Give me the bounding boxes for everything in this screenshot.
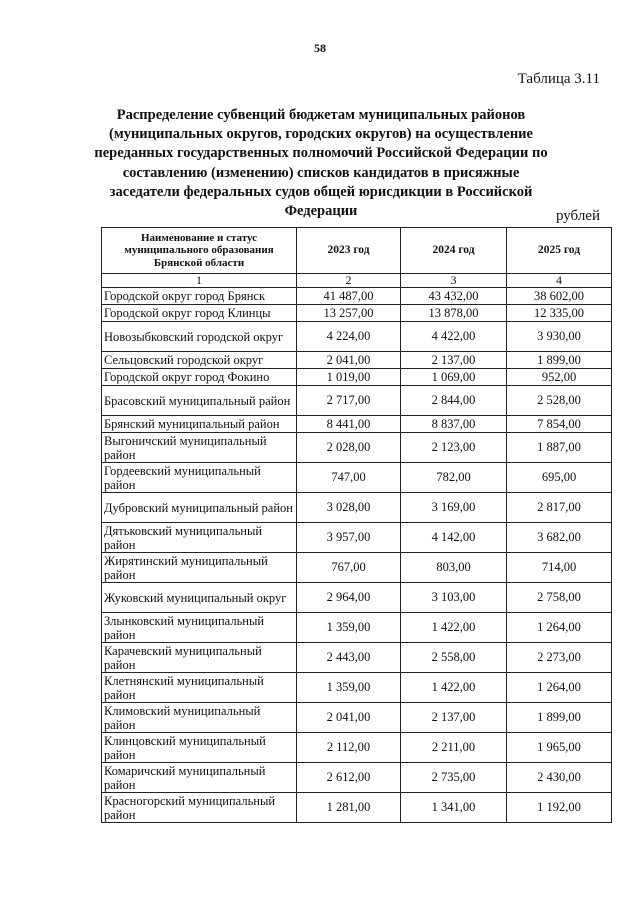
table-row bbox=[102, 352, 612, 369]
value-2023: 2 112,00 bbox=[297, 733, 401, 763]
value-2025: 12 335,00 bbox=[507, 305, 612, 322]
value-2025: 2 758,00 bbox=[507, 583, 612, 613]
value-2025: 1 264,00 bbox=[507, 613, 612, 643]
table-row bbox=[102, 703, 612, 733]
value-2025: 3 930,00 bbox=[507, 322, 612, 352]
value-2023: 1 359,00 bbox=[297, 673, 401, 703]
value-2023: 2 717,00 bbox=[297, 386, 401, 416]
value-2023: 1 019,00 bbox=[297, 369, 401, 386]
column-number-row bbox=[102, 274, 612, 288]
table-row bbox=[102, 523, 612, 553]
column-header-2024: 2024 год bbox=[401, 228, 507, 274]
table-row bbox=[102, 733, 612, 763]
value-2024: 2 211,00 bbox=[401, 733, 507, 763]
value-2024: 803,00 bbox=[401, 553, 507, 583]
value-2023: 1 359,00 bbox=[297, 613, 401, 643]
table-header-row bbox=[102, 228, 612, 274]
value-2025: 695,00 bbox=[507, 463, 612, 493]
municipality-name: Злынковский муниципальный район bbox=[102, 613, 297, 643]
municipality-name: Жуковский муниципальный округ bbox=[102, 583, 297, 613]
table-label: Таблица 3.11 bbox=[517, 71, 600, 87]
municipality-name: Красногорский муниципальный район bbox=[102, 793, 297, 823]
column-number: 4 bbox=[507, 274, 612, 288]
value-2025: 7 854,00 bbox=[507, 416, 612, 433]
table-row bbox=[102, 463, 612, 493]
municipality-name: Выгоничский муниципальный район bbox=[102, 433, 297, 463]
value-2024: 2 137,00 bbox=[401, 352, 507, 369]
value-2023: 4 224,00 bbox=[297, 322, 401, 352]
value-2024: 782,00 bbox=[401, 463, 507, 493]
value-2024: 2 123,00 bbox=[401, 433, 507, 463]
value-2025: 1 899,00 bbox=[507, 352, 612, 369]
value-2024: 43 432,00 bbox=[401, 288, 507, 305]
value-2024: 13 878,00 bbox=[401, 305, 507, 322]
value-2023: 2 443,00 bbox=[297, 643, 401, 673]
municipality-name: Новозыбковский городской округ bbox=[102, 322, 297, 352]
table-row bbox=[102, 493, 612, 523]
municipality-name: Климовский муниципальный район bbox=[102, 703, 297, 733]
value-2024: 1 341,00 bbox=[401, 793, 507, 823]
value-2023: 2 041,00 bbox=[297, 703, 401, 733]
value-2025: 1 192,00 bbox=[507, 793, 612, 823]
value-2024: 2 844,00 bbox=[401, 386, 507, 416]
table-row bbox=[102, 416, 612, 433]
municipality-name: Комаричский муниципальный район bbox=[102, 763, 297, 793]
table-row bbox=[102, 613, 612, 643]
value-2024: 3 103,00 bbox=[401, 583, 507, 613]
value-2023: 747,00 bbox=[297, 463, 401, 493]
table-row bbox=[102, 305, 612, 322]
table-row bbox=[102, 583, 612, 613]
value-2024: 2 137,00 bbox=[401, 703, 507, 733]
page-number: 58 bbox=[314, 41, 326, 55]
table-row bbox=[102, 673, 612, 703]
value-2025: 3 682,00 bbox=[507, 523, 612, 553]
value-2025: 1 264,00 bbox=[507, 673, 612, 703]
table-row bbox=[102, 288, 612, 305]
value-2023: 3 028,00 bbox=[297, 493, 401, 523]
column-number: 3 bbox=[401, 274, 507, 288]
value-2025: 2 817,00 bbox=[507, 493, 612, 523]
value-2023: 2 041,00 bbox=[297, 352, 401, 369]
table-row bbox=[102, 369, 612, 386]
value-2024: 4 422,00 bbox=[401, 322, 507, 352]
units-label: рублей bbox=[555, 208, 600, 224]
municipality-name: Брянский муниципальный район bbox=[102, 416, 297, 433]
value-2024: 3 169,00 bbox=[401, 493, 507, 523]
municipality-name: Брасовский муниципальный район bbox=[102, 386, 297, 416]
value-2025: 2 528,00 bbox=[507, 386, 612, 416]
table-row bbox=[102, 763, 612, 793]
value-2025: 952,00 bbox=[507, 369, 612, 386]
value-2024: 8 837,00 bbox=[401, 416, 507, 433]
subsidies-table bbox=[101, 227, 612, 823]
column-header-name: Наименование и статус муниципального образования Брянской области bbox=[102, 228, 297, 274]
value-2023: 2 612,00 bbox=[297, 763, 401, 793]
value-2023: 3 957,00 bbox=[297, 523, 401, 553]
municipality-name: Карачевский муниципальный район bbox=[102, 643, 297, 673]
value-2023: 41 487,00 bbox=[297, 288, 401, 305]
value-2024: 2 558,00 bbox=[401, 643, 507, 673]
value-2025: 2 430,00 bbox=[507, 763, 612, 793]
value-2024: 1 422,00 bbox=[401, 673, 507, 703]
municipality-name: Городской округ город Клинцы bbox=[102, 305, 297, 322]
column-number: 1 bbox=[102, 274, 297, 288]
value-2024: 4 142,00 bbox=[401, 523, 507, 553]
value-2023: 2 964,00 bbox=[297, 583, 401, 613]
table-row bbox=[102, 643, 612, 673]
value-2025: 714,00 bbox=[507, 553, 612, 583]
table-row bbox=[102, 793, 612, 823]
value-2025: 1 965,00 bbox=[507, 733, 612, 763]
document-title: Распределение субвенций бюджетам муниципальных районов (муниципальных округов, городских округов) на осуществление переданных государственных полномочий Российской Федерации по составлению (изменению) списков кандидатов в присяжные заседатели федеральных судов общей юрисдикции в Российской Федерации bbox=[94, 107, 548, 220]
table-row bbox=[102, 433, 612, 463]
table-row bbox=[102, 322, 612, 352]
column-header-2025: 2025 год bbox=[507, 228, 612, 274]
value-2023: 8 441,00 bbox=[297, 416, 401, 433]
value-2023: 2 028,00 bbox=[297, 433, 401, 463]
municipality-name: Жирятинский муниципальный район bbox=[102, 553, 297, 583]
municipality-name: Клинцовский муниципальный район bbox=[102, 733, 297, 763]
value-2024: 1 422,00 bbox=[401, 613, 507, 643]
municipality-name: Дубровский муниципальный район bbox=[102, 493, 297, 523]
value-2023: 13 257,00 bbox=[297, 305, 401, 322]
municipality-name: Сельцовский городской округ bbox=[102, 352, 297, 369]
municipality-name: Гордеевский муниципальный район bbox=[102, 463, 297, 493]
value-2024: 1 069,00 bbox=[401, 369, 507, 386]
column-header-2023: 2023 год bbox=[297, 228, 401, 274]
table-row bbox=[102, 553, 612, 583]
value-2025: 1 899,00 bbox=[507, 703, 612, 733]
column-number: 2 bbox=[297, 274, 401, 288]
municipality-name: Дятьковский муниципальный район bbox=[102, 523, 297, 553]
municipality-name: Городской округ город Фокино bbox=[102, 369, 297, 386]
table-row bbox=[102, 386, 612, 416]
municipality-name: Городской округ город Брянск bbox=[102, 288, 297, 305]
value-2025: 38 602,00 bbox=[507, 288, 612, 305]
value-2025: 1 887,00 bbox=[507, 433, 612, 463]
value-2023: 1 281,00 bbox=[297, 793, 401, 823]
value-2023: 767,00 bbox=[297, 553, 401, 583]
value-2025: 2 273,00 bbox=[507, 643, 612, 673]
value-2024: 2 735,00 bbox=[401, 763, 507, 793]
municipality-name: Клетнянский муниципальный район bbox=[102, 673, 297, 703]
